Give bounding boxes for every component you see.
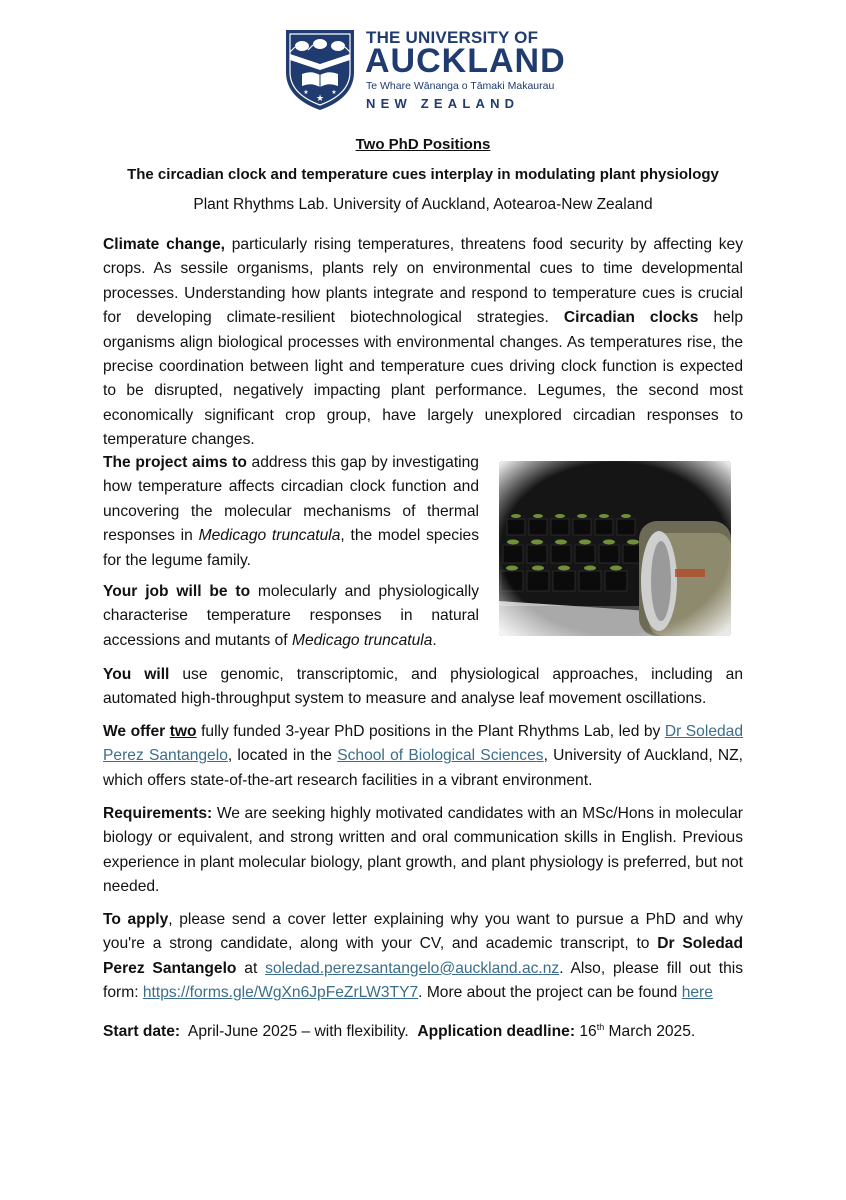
- form-link[interactable]: https://forms.gle/WgXn6JpFeZrLW3TY7: [142, 984, 419, 1002]
- dates-line: [103, 1015, 743, 1045]
- requirements-text: We are seeking highly motivated candidates with an MSc/Hons in molecular biology or equivalent, and strong written and oral communication skills in English. Previous experience in plant molecular biology, plant growth, and plant physiology is preferred, but not needed.: [103, 805, 743, 896]
- job-paragraph: [103, 580, 479, 653]
- svg-text:★: ★: [315, 94, 325, 104]
- wordmark-line-4: NEW ZEALAND: [366, 96, 520, 111]
- intro-text-1: particularly rising temperatures, threatens food security by affecting key crops. As sessile organisms, plants rely on environmental cues to time developmental processes. Understanding how plants integrate and respond to temperature cues is crucial for developing climate-resilient biotechnological strategies.: [103, 236, 743, 327]
- lab-affiliation: Plant Rhythms Lab. University of Auckland, Aotearoa-New Zealand: [193, 196, 653, 213]
- intro-text-2: help organisms align biological processes with environmental changes. As temperatures rise, the precise coordination between light and temperature cues driving clock function is expected to be disrupted, negatively impacting plant performance. Legumes, the second most economically significant crop group, have largely unexplored circadian responses to temperature changes.: [103, 309, 743, 449]
- offer-text-3: , University of Auckland, NZ, which offers state-of-the-art research facilities in a vibrant environment.: [103, 747, 743, 789]
- job-species: Medicago truncatula: [291, 631, 433, 649]
- offer-count: two: [169, 723, 197, 740]
- you-will-text: use genomic, transcriptomic, and physiological approaches, including an automated high-throughput system to measure and analyse leaf movement oscillations.: [103, 666, 743, 708]
- offer-text-2: , located in the: [227, 747, 338, 765]
- school-link[interactable]: School of Biological Sciences: [337, 747, 544, 765]
- offer-paragraph: [103, 720, 743, 793]
- start-date-value: April-June 2025 – with flexibility.: [180, 1023, 418, 1041]
- intro-paragraph: [103, 233, 743, 453]
- offer-lead: We offer: [103, 723, 166, 740]
- university-crest-icon: [284, 28, 356, 112]
- requirements-paragraph: [103, 802, 743, 900]
- wordmark-line-1: THE UNIVERSITY OF: [366, 28, 539, 47]
- intro-lead-2: Circadian clocks: [563, 309, 699, 327]
- seedlings-photo-image: [499, 461, 731, 636]
- you-will-paragraph: [103, 663, 743, 712]
- project-paragraph: [103, 451, 479, 573]
- seedlings-photo: [499, 461, 731, 636]
- apply-lead: To apply: [103, 911, 169, 928]
- job-text-2: .: [432, 631, 437, 649]
- wordmark-line-2: AUCKLAND: [365, 42, 566, 80]
- page-heading: Two PhD Positions: [355, 136, 491, 153]
- deadline-label: Application deadline:: [417, 1023, 576, 1041]
- pi-profile-link[interactable]: Dr Soledad Perez Santangelo: [103, 723, 744, 765]
- deadline-rest: March 2025.: [604, 1023, 696, 1041]
- job-lead: Your job will be to: [103, 583, 251, 600]
- offer-text-1: fully funded 3-year PhD positions in the Plant Rhythms Lab, led by: [196, 723, 665, 740]
- university-logo[interactable]: [284, 28, 566, 112]
- wordmark-line-3: Te Whare Wānanga o Tāmaki Makaurau: [366, 80, 555, 92]
- svg-text:★: ★: [331, 89, 337, 96]
- university-wordmark: [365, 28, 566, 112]
- start-date-label: Start date:: [103, 1023, 181, 1041]
- project-text-1: address this gap by investigating how temperature affects circadian clock function and uncovering the molecular mechanisms of thermal responses in: [103, 454, 479, 545]
- project-title: The circadian clock and temperature cues interplay in modulating plant physiology: [127, 166, 719, 183]
- intro-lead: Climate change,: [103, 236, 225, 253]
- deadline-suffix: th: [596, 1022, 605, 1032]
- apply-text-3: . Also, please fill out this form:: [103, 959, 744, 1002]
- you-will-lead: You will: [103, 666, 170, 683]
- deadline-day: 16: [575, 1023, 597, 1041]
- apply-paragraph: [103, 908, 743, 1006]
- apply-contact: Dr Soledad Perez Santangelo: [103, 935, 743, 977]
- project-species: Medicago truncatula: [198, 527, 341, 545]
- requirements-lead: Requirements:: [103, 805, 213, 822]
- here-link[interactable]: here: [681, 984, 713, 1002]
- project-lead: The project aims to: [103, 454, 247, 471]
- email-link[interactable]: soledad.perezsantangelo@auckland.ac.nz: [265, 959, 560, 977]
- svg-text:★: ★: [303, 89, 309, 96]
- project-text-2: , the model species for the legume family.: [103, 527, 479, 569]
- apply-text-4: . More about the project can be found: [418, 984, 682, 1002]
- job-text-1: molecularly and physiologically characterise temperature responses in natural accessions and mutants of: [103, 583, 479, 649]
- apply-text-2: at: [236, 959, 266, 977]
- apply-text-1: , please send a cover letter explaining why you want to pursue a PhD and why you're a strong candidate, along with your CV, and academic transcript, to: [103, 911, 743, 953]
